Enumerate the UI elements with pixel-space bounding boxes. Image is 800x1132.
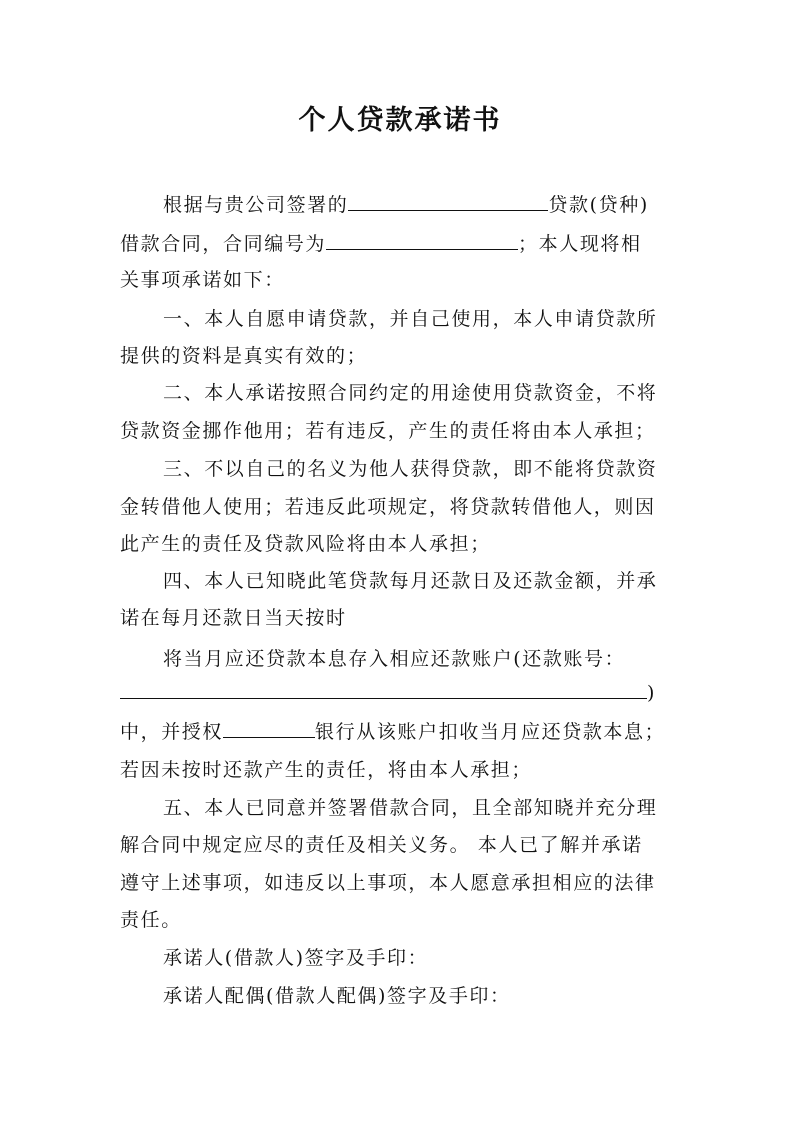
item-3-line-3: 此产生的责任及贷款风险将由本人承担； bbox=[120, 533, 491, 555]
item-5-line-3: 遵守上述事项，如违反以上事项，本人愿意承担相应的法律 bbox=[120, 872, 656, 894]
borrower-signature-label: 承诺人(借款人)签字及手印： bbox=[163, 947, 429, 969]
repayment-account-blank[interactable] bbox=[120, 680, 647, 699]
intro-text-1a: 根据与贵公司签署的 bbox=[163, 194, 349, 216]
item-1-line-1: 一、本人自愿申请贷款，并自己使用，本人申请贷款所 bbox=[163, 308, 658, 330]
item-4-text-5a: 中，并授权 bbox=[120, 721, 224, 743]
intro-line-1 bbox=[163, 192, 649, 218]
bank-name-blank[interactable] bbox=[223, 719, 315, 738]
item-4-line-1: 四、本人已知晓此笔贷款每月还款日及还款金额，并承 bbox=[163, 570, 658, 592]
item-3-line-2: 金转借他人使用；若违反此项规定，将贷款转借他人，则因 bbox=[120, 496, 656, 518]
item-4-line-5 bbox=[120, 719, 665, 745]
intro-text-2b: ；本人现将相 bbox=[518, 233, 642, 255]
item-2-line-2: 贷款资金挪作他用；若有违反，产生的责任将由本人承担； bbox=[120, 420, 656, 442]
item-1-line-2: 提供的资料是真实有效的； bbox=[120, 345, 368, 367]
item-4-line-2: 诺在每月还款日当天按时 bbox=[120, 607, 347, 629]
intro-text-2a: 借款合同，合同编号为 bbox=[120, 233, 327, 255]
item-4-line-4 bbox=[120, 680, 656, 706]
item-4-text-5b: 银行从该账户扣收当月应还贷款本息； bbox=[315, 721, 666, 743]
contract-number-blank[interactable] bbox=[326, 231, 518, 250]
intro-text-1b: 贷款(贷种) bbox=[548, 194, 649, 216]
spouse-signature-label: 承诺人配偶(借款人配偶)签字及手印： bbox=[163, 985, 511, 1007]
item-5-line-4: 责任。 bbox=[120, 909, 182, 931]
item-3-line-1: 三、不以自己的名义为他人获得贷款，即不能将贷款资 bbox=[163, 458, 658, 480]
item-4-line-3: 将当月应还贷款本息存入相应还款账户(还款账号： bbox=[163, 648, 626, 670]
loan-contract-party-blank[interactable] bbox=[348, 192, 548, 211]
intro-line-3: 关事项承诺如下： bbox=[120, 269, 285, 291]
item-4-close-paren: ) bbox=[647, 682, 657, 704]
item-4-line-6: 若因未按时还款产生的责任，将由本人承担； bbox=[120, 759, 533, 781]
intro-line-2 bbox=[120, 231, 642, 257]
item-5-line-1: 五、本人已同意并签署借款合同，且全部知晓并充分理 bbox=[163, 797, 658, 819]
document-title: 个人贷款承诺书 bbox=[298, 105, 502, 136]
item-2-line-1: 二、本人承诺按照合同约定的用途使用贷款资金，不将 bbox=[163, 382, 658, 404]
item-5-line-2: 解合同中规定应尽的责任及相关义务。 本人已了解并承诺 bbox=[120, 834, 643, 856]
